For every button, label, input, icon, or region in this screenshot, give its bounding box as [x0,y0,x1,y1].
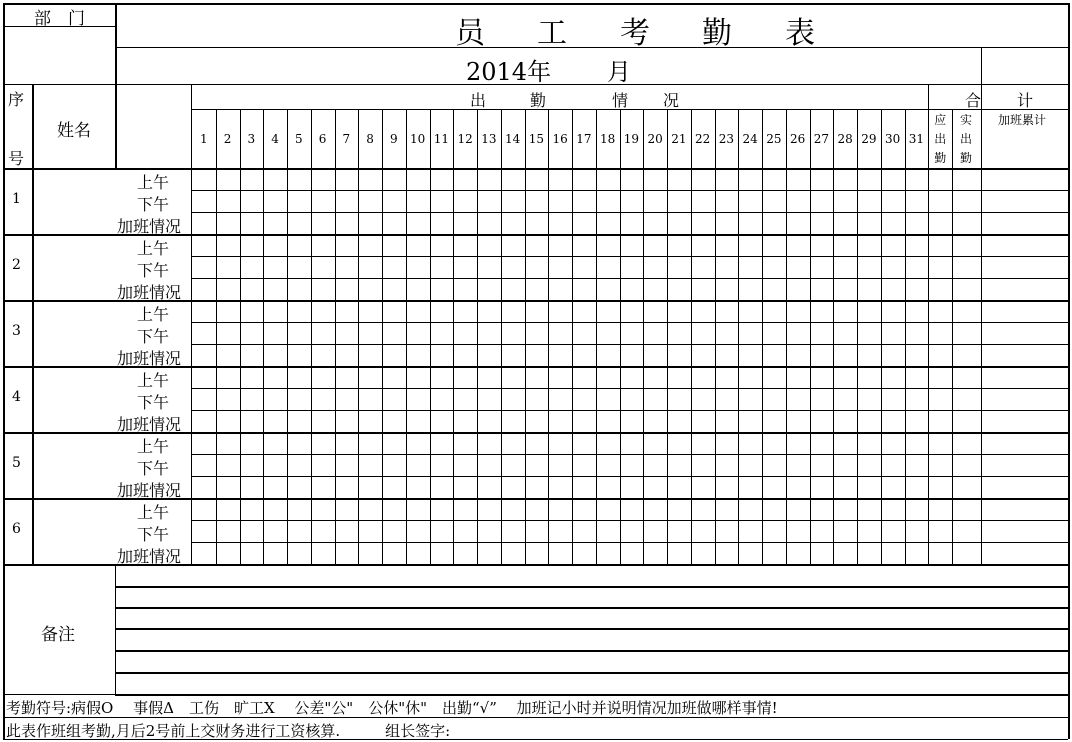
name-label: 姓名 [57,121,91,141]
day-column [311,109,312,564]
year-divider [981,47,982,84]
day-number: 5 [295,132,303,146]
should-attend-char: 出 [934,132,947,146]
day-number: 30 [884,132,901,146]
day-column [477,109,478,564]
sub-row-label: 下午 [137,195,170,214]
row-divider [191,476,1068,477]
employee-number: 2 [12,257,21,273]
employee-number: 4 [12,389,21,405]
seq-label-top: 序 [8,90,25,109]
day-column [881,109,882,564]
title-char: 考 [620,16,650,51]
employee-number: 3 [12,323,21,339]
remarks-line [115,607,1068,609]
day-column [382,109,383,564]
day-column [358,109,359,564]
day-number: 31 [908,132,925,146]
sub-row-label: 上午 [137,239,170,258]
day-column [857,109,858,564]
sub-row-label: 加班情况 [117,283,182,302]
day-number: 13 [481,132,497,146]
remarks-line [115,650,1068,652]
day-number: 26 [789,132,806,146]
employee-number: 6 [12,521,21,537]
day-number: 25 [766,132,782,146]
dept-divider [115,3,117,168]
day-column [667,109,668,564]
day-column [216,109,217,564]
month-label: 月 [607,58,631,86]
employee-number: 1 [12,191,21,207]
sub-row-label: 上午 [137,503,170,522]
outer-border [1068,3,1070,739]
day-column [501,109,502,564]
day-number: 18 [599,132,616,146]
day-number: 11 [433,132,450,146]
day-number: 29 [861,132,877,146]
day-column [406,109,407,564]
sub-row-label: 上午 [137,371,170,390]
actual-attend-char: 实 [960,113,973,127]
day-number: 22 [694,132,711,146]
day-column [620,109,621,564]
day-number: 10 [409,132,426,146]
day-number: 24 [742,132,758,146]
remarks-line [115,628,1068,630]
day-column [430,109,431,564]
sub-row-label: 上午 [137,305,170,324]
employee-number: 5 [12,455,21,471]
seq-label-bottom: 号 [8,149,25,168]
day-number: 17 [576,132,592,146]
sub-column [191,84,192,564]
row-divider [191,410,1068,411]
day-number: 9 [390,132,398,146]
day-number: 14 [504,132,521,146]
row-divider [191,520,1068,521]
row-divider [191,212,1068,213]
day-column [833,109,834,564]
remarks-line [115,586,1068,588]
row-divider [191,190,1068,191]
day-number: 16 [552,132,568,146]
attendance-label-char: 勤 [530,91,547,110]
day-number: 27 [813,132,830,146]
day-column [335,109,336,564]
header-divider [191,109,1068,110]
day-column [453,109,454,564]
day-column [715,109,716,564]
total-label-char: 计 [1017,91,1034,110]
remarks-line [115,672,1068,674]
legend-top [3,694,1068,695]
day-column [786,109,787,564]
overtime-column [981,84,982,564]
sub-row-label: 下午 [137,525,170,544]
year-label: 2014年 [466,58,552,86]
sub-row-label: 加班情况 [117,217,182,236]
day-number: 15 [528,132,545,146]
title-divider [115,47,1068,48]
day-number: 21 [671,132,687,146]
row-divider [191,344,1068,345]
day-column [738,109,739,564]
day-number: 12 [457,132,473,146]
day-number: 4 [271,132,279,146]
row-divider [191,388,1068,389]
day-column [596,109,597,564]
attendance-label-char: 出 [470,91,487,110]
seq-column [32,84,34,564]
actual-attend-char: 出 [960,132,973,146]
should-column [928,84,929,564]
sub-row-label: 加班情况 [117,481,182,500]
day-column [240,109,241,564]
sub-row-label: 下午 [137,459,170,478]
should-attend-char: 应 [934,113,947,127]
sub-row-label: 下午 [137,393,170,412]
overtime-total-label: 加班累计 [998,113,1047,127]
row-divider [191,542,1068,543]
day-column [810,109,811,564]
day-number: 19 [623,132,640,146]
dept-label: 部 门 [34,9,85,29]
day-number: 2 [223,132,232,146]
footer-note: 此表作班组考勤,月后2号前上交财务进行工资核算. 组长签字: [6,722,451,740]
sub-row-label: 上午 [137,173,170,192]
sub-row-label: 下午 [137,261,170,280]
row-divider [191,322,1068,323]
sub-row-label: 加班情况 [117,349,182,368]
actual-attend-char: 勤 [960,151,973,165]
attendance-label-char: 况 [663,91,680,110]
day-column [525,109,526,564]
row-divider [191,454,1068,455]
day-column [287,109,288,564]
day-column [691,109,692,564]
day-number: 6 [318,132,327,146]
day-column [643,109,644,564]
title-char: 表 [785,16,815,51]
day-number: 7 [342,132,351,146]
day-number: 3 [247,132,256,146]
sub-row-label: 下午 [137,327,170,346]
sub-row-label: 上午 [137,437,170,456]
day-number: 20 [647,132,663,146]
sub-row-label: 加班情况 [117,547,182,566]
day-number: 23 [718,132,735,146]
day-column [572,109,573,564]
title-char: 工 [537,16,567,51]
row-divider [191,278,1068,279]
should-attend-char: 勤 [934,151,947,165]
day-number: 28 [837,132,853,146]
remarks-label: 备注 [41,625,75,645]
day-number: 8 [366,132,374,146]
actual-column [952,109,953,564]
day-column [263,109,264,564]
day-column [548,109,549,564]
row-divider [191,256,1068,257]
day-number: 1 [200,132,208,146]
title-char: 员 [455,16,485,51]
attendance-label-char: 情 [612,91,629,110]
total-label-char: 合 [965,91,982,110]
day-column [905,109,906,564]
day-column [762,109,763,564]
title-char: 勤 [702,16,732,51]
outer-border [3,3,5,739]
outer-border [3,3,1068,5]
footer-legend: 考勤符号:病假O 事假Δ 工伤 旷工X 公差"公" 公休"休" 出勤“√” 加班记小时并说明情况加班做哪样事情! [6,699,778,717]
sub-row-label: 加班情况 [117,415,182,434]
